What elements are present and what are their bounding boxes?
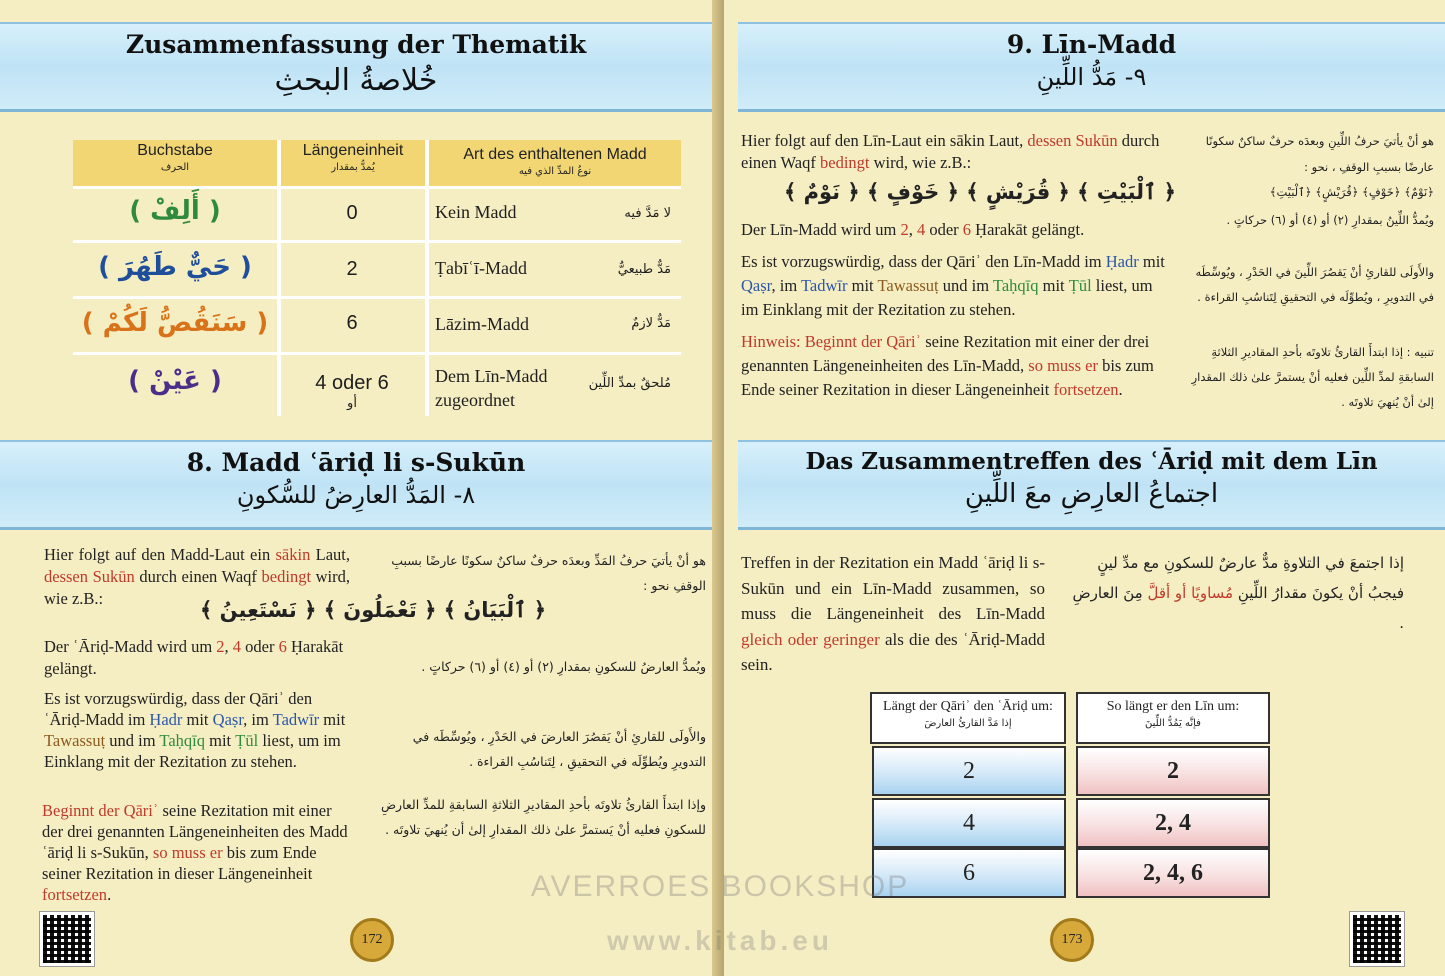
summary-banner — [0, 22, 712, 112]
lin-paragraph-4: Hinweis: Beginnt der Qāriʾ seine Rezitation mit einer der drei genannten Längeneinheiten des Līn-Madd, so muss er bis zum Ende seiner Rezitation in dieser Längeneinheit fortsetzen. — [741, 332, 1154, 399]
table-row-letter: ( حَيٌّ طَهُرَ ) — [98, 252, 252, 282]
table-row-length: 2 — [346, 258, 358, 280]
table-row-type-arabic: لا مَدَّ فيه — [624, 206, 671, 221]
length-table-arid-cell: 6 — [872, 848, 1066, 898]
length-table-lin-cell: 2, 4, 6 — [1076, 848, 1270, 898]
length-table-header-arid: Längt der Qāriʾ den ʿĀriḍ um: إذا مَدَّ القارئُ العارضَ — [870, 692, 1066, 744]
table-row-letter: ( عَيْنْ ) — [128, 366, 222, 396]
lin-paragraph-1: Hier folgt auf den Līn-Laut ein sākin Laut, dessen Sukūn durch einen Waqf bedingt wird, wie z.B.: — [741, 131, 1160, 172]
length-table-arid-cell: 4 — [872, 798, 1066, 848]
lin-paragraph-3: Es ist vorzugswürdig, dass der Qāriʾ den Līn-Madd im Ḥadr mit Qaṣr, im Tadwīr mit Tawassuṭ und im Taḥqīq mit Ṭūl liest, um im Einklang mit der Rezitation zu stehen. — [741, 252, 1165, 319]
qr-code-right — [1350, 912, 1404, 966]
lin-title: 9. Līn-Madd — [1006, 30, 1177, 59]
arid-banner — [0, 440, 712, 530]
length-table-header-lin: So längt er den Līn um: فإنَّه يَمُدُّ اللِّينَ — [1076, 692, 1270, 744]
meeting-paragraph: Treffen in der Rezitation ein Madd ʿāriḍ li s-Sukūn und ein Līn-Madd zusammen, so muss die Längeneinheit des Līn-Madd gleich oder geringer als die des ʿĀriḍ-Madd sein. — [741, 553, 1045, 674]
length-table-lin-cell: 2 — [1076, 746, 1270, 796]
qr-code-left — [40, 912, 94, 966]
lin-arabic-2: ويُمدُّ اللِّينُ بمقدارِ (٢) أو (٤) أو (٦) حركاتٍ . — [1226, 213, 1434, 227]
lin-ayah-examples: ﴿ ٱلْبَيْتِ ﴾ ﴿ قُرَيْشٍ ﴾ ﴿ خَوْفٍ ﴾ ﴿ نَوْمٌ ﴾ — [784, 180, 1176, 204]
table-row-letter: ( سَنَقُصُّ لَكُمْ ) — [81, 308, 269, 338]
page-number-left: 172 — [350, 918, 394, 962]
lin-paragraph-2: Der Līn-Madd wird um 2, 4 oder 6 Ḥarakāt gelängt. — [741, 220, 1085, 239]
right-page — [724, 0, 1445, 976]
length-table-lin-cell: 2, 4 — [1076, 798, 1270, 848]
length-table-arid-cell: 2 — [872, 746, 1066, 796]
arid-paragraph-3: Es ist vorzugswürdig, dass der Qāriʾ den ʿĀriḍ-Madd im Ḥadr mit Qaṣr, im Tadwīr mit Tawassuṭ und im Taḥqīq mit Ṭūl liest, um im Einklang mit der Rezitation zu stehen. — [44, 689, 346, 771]
arid-title-arabic: ٨- المَدُّ العارِضُ للسُّكونِ — [236, 481, 476, 509]
arid-title: 8. Madd ʿāriḍ li s-Sukūn — [186, 448, 526, 477]
meeting-arabic: إذا اجتمعَ في التلاوةِ مدٌّ عارضٌ للسكونِ مع مدِّ لينٍ فيجبُ أنْ يكونَ مقدارُ اللِّينِ مُساويًا أو أقلَّ مِنَ العارضِ . — [1072, 554, 1404, 632]
summary-table — [73, 140, 681, 416]
summary-title: Zusammenfassung der Thematik — [125, 30, 587, 59]
table-row-type: Kein Madd — [435, 202, 517, 222]
watermark-url: www.kitab.eu — [607, 925, 833, 956]
arid-arabic-1: هو أنْ يأتيَ حرفُ المَدِّ وبعدَه حرفٌ ساكنٌ سكونًا عارضًا بسببِ الوقفِ نحو : — [391, 553, 706, 593]
lin-arabic-4: تنبيه : إذا ابتدأَ القارئُ تلاوتَه بأحدِ المقاديرِ الثلاثةِ السابقةِ لمدِّ اللِّين فعليه أنْ يستمرَّ علىٰ ذلك المقدارِ إلىٰ أنْ يُنهيَ تلاوتَه . — [1191, 345, 1434, 409]
left-page — [0, 0, 720, 976]
arid-ayah-examples: ﴿ ٱلْبَيَانُ ﴾ ﴿ تَعْمَلُونَ ﴾ ﴿ نَسْتَعِينُ ﴾ — [200, 598, 547, 622]
meeting-title: Das Zusammentreffen des ʿĀriḍ mit dem Līn — [805, 448, 1378, 475]
watermark-bookshop: AVERROES BOOKSHOP — [530, 870, 910, 903]
table-row-type-arabic: مَدٌّ لازمٌ — [631, 316, 671, 331]
lin-arabic-ayah: ﴿نَوْمٌ﴾ ﴿خَوْفٍ﴾ ﴿قُرَيْشٍ﴾ ﴿ٱلْبَيْتِ﴾ — [1269, 185, 1434, 199]
table-row-type: Dem Līn-Madd zugeordnet — [435, 366, 548, 410]
arid-paragraph-2: Der ʿĀriḍ-Madd wird um 2, 4 oder 6 Ḥarakāt gelängt. — [44, 637, 344, 678]
summary-title-arabic: خُلاصةُ البحثِ — [274, 63, 438, 98]
table-row-type-arabic: مُلحقٌ بمدِّ اللِّين — [588, 376, 671, 391]
table-row-type-arabic: مَدٌّ طبيعيٌّ — [617, 262, 671, 277]
header-length: Längeneinheit يُمدُّ بمقدار — [281, 140, 425, 186]
header-letter: Buchstabe الحرف — [73, 140, 277, 186]
table-row-length: 4 oder 6 — [315, 372, 389, 394]
page-number-right: 173 — [1050, 918, 1094, 962]
table-row-type: Ṭabīʿī-Madd — [435, 258, 527, 278]
table-row-type: Lāzim-Madd — [435, 314, 529, 334]
arid-paragraph-4: Beginnt der Qāriʾ seine Rezitation mit einer der drei genannten Längeneinheiten des Madd ʿāriḍ li s-Sukūn, so muss er bis zum Ende seiner Rezitation in dieser Längeneinheit fortsetzen. — [42, 801, 348, 904]
lin-arabic-3: والأَولَى للقارئِ أنْ يَقصُرَ اللِّينَ في الحَدْرِ ، ويُوسِّطَه في التدويرِ ، ويُطوِّلَه في التحقيقِ لِتَناسُبِ القراءة . — [1195, 265, 1434, 304]
table-row-length-arabic: أو — [347, 396, 357, 411]
arid-arabic-3: والأَولَى للقارئِ أنْ يَقصُرَ العارضَ في الحَدْرِ ، ويُوسِّطَه في التدويرِ ويُطوِّلَه في التحقيقِ ، لِتَناسُبِ القراءة . — [412, 729, 706, 769]
table-row-letter: ( أَلِفْ ) — [129, 196, 221, 226]
header-madd-type: Art des enthaltenen Madd نوعُ المدِّ الذي فيه — [429, 140, 681, 186]
arid-arabic-2: ويُمدُّ العارضُ للسكونِ بمقدارِ (٢) أو (٤) أو (٦) حركاتٍ . — [421, 659, 706, 674]
meeting-banner — [738, 440, 1445, 530]
arid-arabic-4: وإذا ابتدأَ القارئُ تلاوتَه بأحدِ المقاديرِ الثلاثةِ السابقةِ للمدِّ العارضِ للسكونِ فعليه أنْ يَستمرَّ علىٰ ذلك المقدارِ إلىٰ أن يُنهيَ تلاوتَه . — [380, 797, 706, 837]
lin-title-arabic: ٩- مَدُّ اللِّينِ — [1036, 63, 1147, 91]
meeting-title-arabic: اجتماعُ العارِضِ معَ اللِّينِ — [964, 479, 1219, 509]
table-row-length: 0 — [346, 202, 358, 224]
table-row-length: 6 — [346, 312, 358, 334]
arid-paragraph-1: Hier folgt auf den Madd-Laut ein sākin Laut, dessen Sukūn durch einen Waqf bedingt wird, wie z.B.: — [44, 545, 351, 608]
lin-banner — [738, 22, 1445, 112]
lin-arabic-1: هو أنْ يأتيَ حرفُ اللِّينِ وبعدَه حرفٌ ساكنٌ سكونًا عارضًا بسببِ الوقفِ ، نحو : — [1205, 134, 1434, 174]
